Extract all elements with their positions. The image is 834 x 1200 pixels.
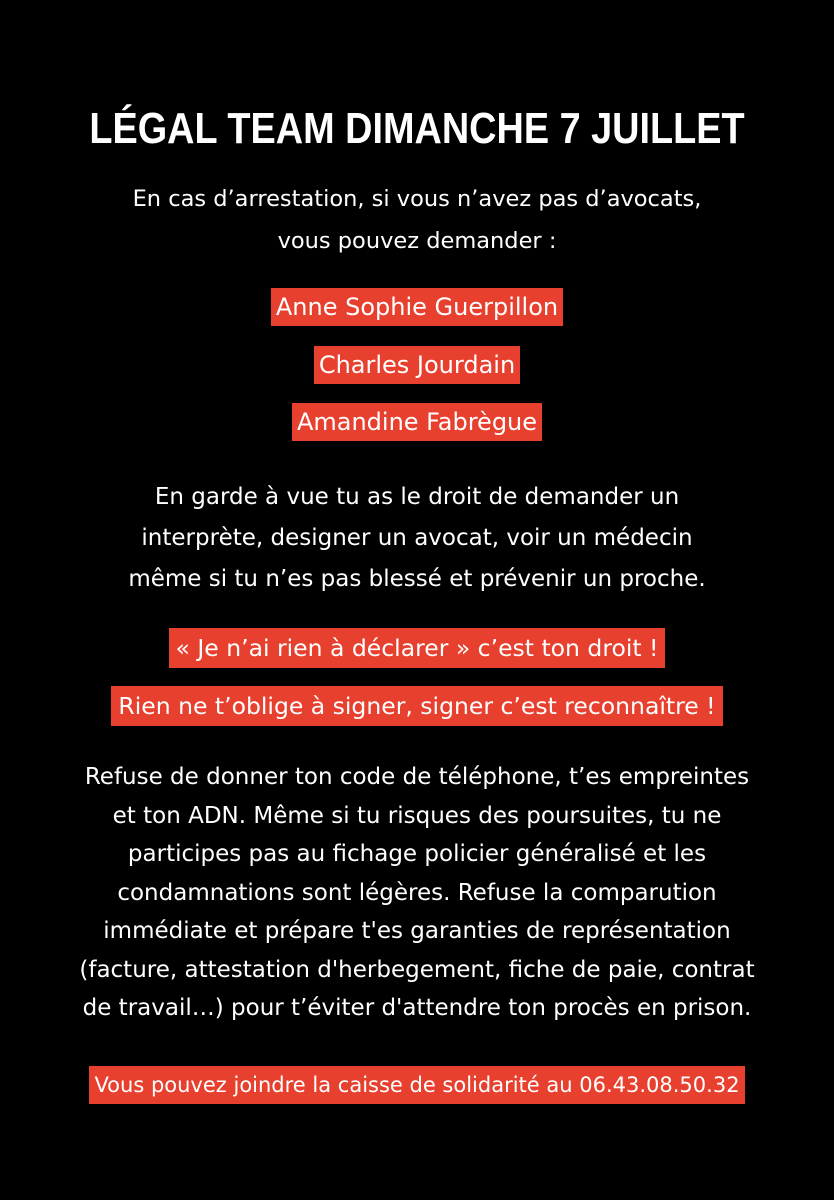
intro-text: [0, 178, 834, 262]
slogan-item: [0, 686, 834, 744]
poster-title: LÉGAL TEAM DIMANCHE 7 JUILLET: [89, 104, 745, 153]
intro-line: vous pouvez demander :: [277, 228, 557, 254]
advice-line: et ton ADN. Même si tu risques des poursuites, tu ne: [112, 802, 722, 829]
advice-line: de travail…) pour t’éviter d'attendre ton procès en prison.: [82, 995, 752, 1021]
rights-line: interprète, designer un avocat, voir un médecin: [141, 525, 693, 551]
rights-text: [0, 477, 834, 600]
advice-line: Refuse de donner ton code de téléphone, t’es empreintes: [84, 764, 750, 790]
advice-line: participes pas au fichage policier généralisé et les: [127, 841, 707, 867]
intro-line: En cas d’arrestation, si vous n’avez pas d’avocats,: [132, 186, 702, 212]
slogan-text: Rien ne t’oblige à signer, signer c’est reconnaître !: [111, 686, 722, 726]
lawyer-item: [0, 346, 834, 404]
advice-line: condamnations sont légères. Refuse la comparution: [117, 879, 717, 906]
solidarity-footer: [0, 1066, 834, 1104]
advice-text: [0, 758, 834, 1028]
advice-line: (facture, attestation d'herbegement, fiche de paie, contrat: [79, 956, 755, 983]
slogan-list: [0, 628, 834, 744]
lawyer-item: [0, 403, 834, 461]
advice-line: immédiate et prépare t'es garanties de représentation: [103, 918, 731, 944]
slogan-item: [0, 628, 834, 686]
solidarity-contact: Vous pouvez joindre la caisse de solidarité au 06.43.08.50.32: [89, 1066, 744, 1104]
lawyer-item: [0, 288, 834, 346]
slogan-text: « Je n’ai rien à déclarer » c’est ton droit !: [169, 628, 666, 668]
lawyer-name: Anne Sophie Guerpillon: [271, 288, 563, 326]
lawyer-name: Amandine Fabrègue: [292, 403, 542, 441]
lawyer-name: Charles Jourdain: [314, 346, 520, 384]
rights-line: En garde à vue tu as le droit de demander un: [154, 484, 680, 510]
rights-line: même si tu n’es pas blessé et prévenir un proche.: [128, 566, 706, 592]
lawyer-list: [0, 288, 834, 461]
